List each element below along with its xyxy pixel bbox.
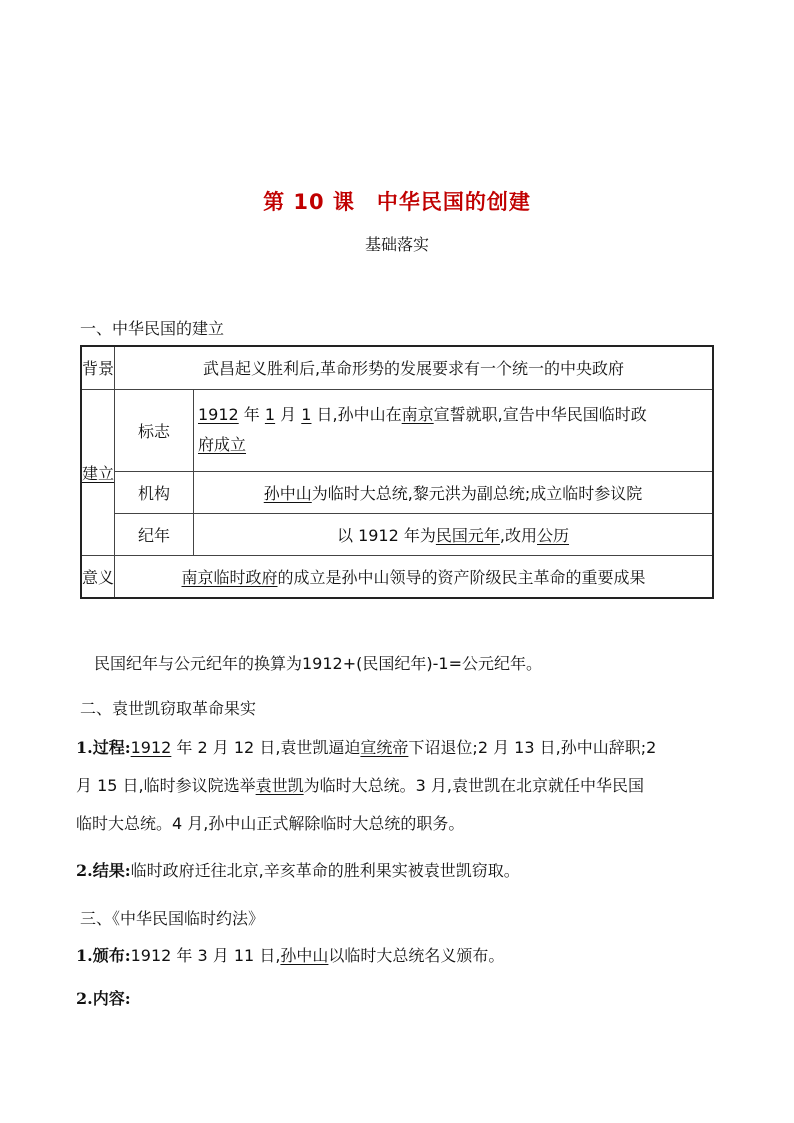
calendar-label: 纪年 (115, 513, 194, 555)
content-paragraph (76, 980, 726, 1018)
mark-place: 南京 (401, 405, 434, 424)
process-line2b: 为临时大总统。3 月,袁世凯在北京就任中华民国 (303, 776, 644, 795)
promulgation-name: 孙中山 (280, 946, 329, 965)
process-line3: 临时大总统。4 月,孙中山正式解除临时大总统的职务。 (76, 814, 465, 833)
promulgation-t2: 以临时大总统名义颁布。 (328, 946, 505, 965)
institution-name: 孙中山 (263, 483, 312, 503)
process-line2a: 月 15 日,临时参议院选举 (76, 776, 256, 795)
background-label: 背景 (81, 346, 115, 389)
institution-text (194, 471, 714, 513)
result-paragraph (76, 852, 726, 890)
calendar-t1: 以 1912 年为 (336, 525, 436, 545)
page-subtitle: 基础落实 (364, 235, 429, 254)
conversion-note: 民国纪年与公元纪年的换算为1912+(民国纪年)-1=公元纪年。 (94, 654, 542, 673)
mark-t2: 月 (275, 405, 302, 424)
process-t2: 下诏退位;2 月 13 日,孙中山辞职;2 (408, 738, 657, 757)
table-row-significance (81, 555, 713, 598)
promulgation-paragraph (76, 937, 726, 975)
section-heading-1: 一、中华民国的建立 (80, 319, 225, 338)
process-paragraph (76, 729, 726, 843)
result-label: 2.结果: (76, 861, 131, 880)
section-heading-2: 二、袁世凯窃取革命果实 (80, 699, 257, 718)
process-label: 1.过程: (76, 738, 131, 757)
mark-t3: 日,孙中山在 (311, 405, 402, 424)
mark-t1: 年 (238, 405, 265, 424)
process-year: 1912 (130, 738, 172, 757)
section-heading-3: 三、《中华民国临时约法》 (80, 909, 265, 928)
significance-label: 意义 (81, 555, 115, 598)
table-row-mark (81, 389, 713, 471)
page-title: 第 10 课 中华民国的创建 (263, 190, 531, 214)
mark-day: 1 (301, 405, 312, 424)
process-t1: 年 2 月 12 日,袁世凯逼迫 (171, 738, 361, 757)
result-text: 临时政府迁往北京,辛亥革命的胜利果实被袁世凯窃取。 (130, 861, 520, 880)
calendar-cal: 公历 (537, 525, 570, 545)
process-yuan: 袁世凯 (255, 776, 304, 795)
institution-rest: 为临时大总统,黎元洪为副总统;成立临时参议院 (311, 483, 643, 503)
calendar-era: 民国元年 (435, 525, 500, 545)
establish-label-text: 建立 (82, 463, 115, 483)
mark-t5: 府成立 (198, 435, 247, 454)
mark-text (194, 389, 714, 471)
institution-label: 机构 (115, 471, 194, 513)
promulgation-label: 1.颁布: (76, 946, 131, 965)
table-row-background (81, 346, 713, 389)
content-label: 2.内容: (76, 989, 131, 1008)
calendar-t2: ,改用 (499, 525, 537, 545)
mark-month: 1 (264, 405, 276, 424)
mark-year: 1912 (198, 405, 239, 424)
significance-text (115, 555, 714, 598)
process-emperor: 宣统帝 (360, 738, 409, 757)
table-row-calendar (81, 513, 713, 555)
calendar-text (194, 513, 714, 555)
promulgation-t1: 1912 年 3 月 11 日, (130, 946, 281, 965)
mark-label: 标志 (115, 389, 194, 471)
establish-label (81, 389, 115, 555)
table-row-institution (81, 471, 713, 513)
info-table (80, 345, 714, 599)
significance-rest: 的成立是孙中山领导的资产阶级民主革命的重要成果 (277, 567, 646, 587)
background-text: 武昌起义胜利后,革命形势的发展要求有一个统一的中央政府 (115, 346, 714, 389)
mark-t4: 宣誓就职,宣告中华民国临时政 (433, 405, 647, 424)
significance-underlined: 南京临时政府 (181, 567, 278, 587)
